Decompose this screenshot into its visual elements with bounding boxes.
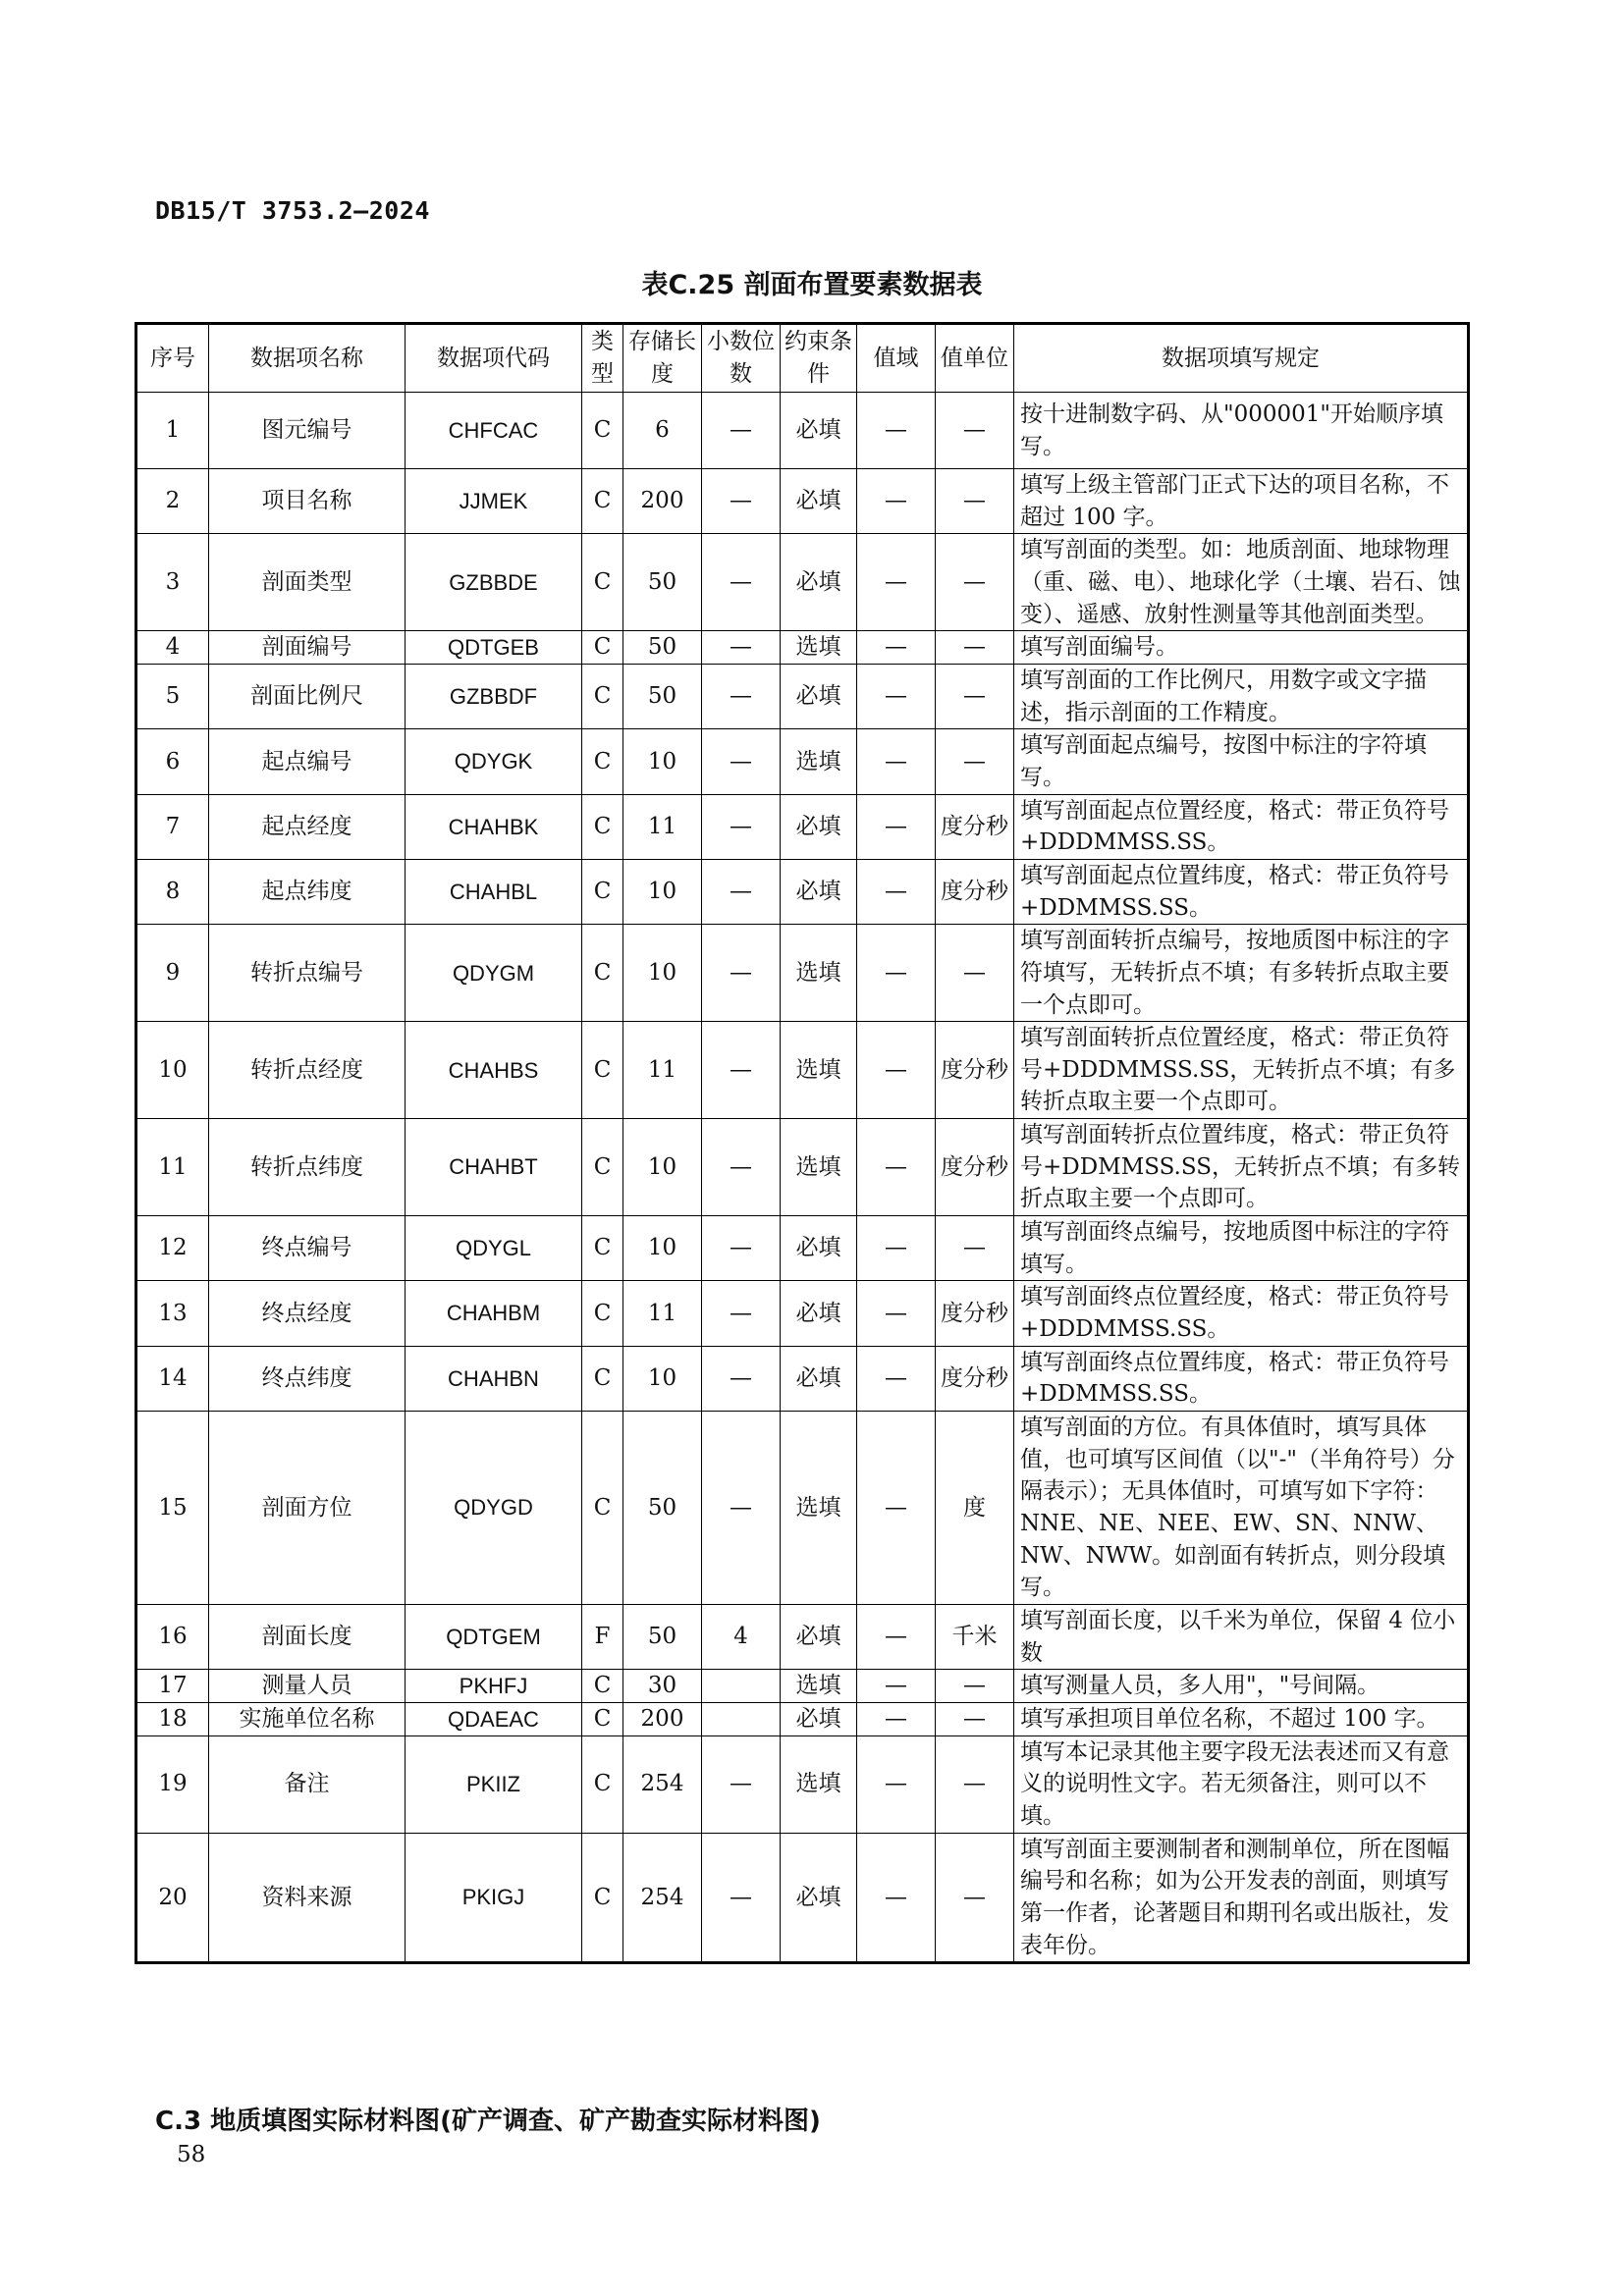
row-number: 20 bbox=[136, 1833, 209, 1963]
item-type: C bbox=[582, 664, 623, 728]
value-unit: — bbox=[936, 469, 1014, 534]
column-header: 小数位数 bbox=[702, 324, 781, 393]
fill-rule: 填写剖面编号。 bbox=[1014, 631, 1469, 665]
value-unit: — bbox=[936, 1216, 1014, 1281]
table-row bbox=[136, 534, 1469, 631]
row-number: 18 bbox=[136, 1702, 209, 1735]
column-header: 值域 bbox=[857, 324, 936, 393]
constraint: 必填 bbox=[781, 859, 857, 924]
item-name: 剖面方位 bbox=[209, 1412, 406, 1605]
column-header: 数据项填写规定 bbox=[1014, 324, 1469, 393]
item-type: C bbox=[582, 1281, 623, 1346]
row-number: 14 bbox=[136, 1346, 209, 1411]
item-code: QDYGK bbox=[406, 729, 582, 794]
item-type: C bbox=[582, 1702, 623, 1735]
value-domain: — bbox=[857, 1735, 936, 1833]
value-domain: — bbox=[857, 469, 936, 534]
storage-length: 10 bbox=[623, 729, 702, 794]
table-caption: 表C.25 剖面布置要素数据表 bbox=[641, 270, 983, 300]
decimal-places: — bbox=[702, 534, 781, 631]
storage-length: 11 bbox=[623, 1022, 702, 1119]
value-unit: 千米 bbox=[936, 1604, 1014, 1669]
value-unit: — bbox=[936, 631, 1014, 665]
item-type: C bbox=[582, 631, 623, 665]
value-unit: 度 bbox=[936, 1412, 1014, 1605]
constraint: 选填 bbox=[781, 925, 857, 1022]
row-number: 15 bbox=[136, 1412, 209, 1605]
column-header: 存储长度 bbox=[623, 324, 702, 393]
storage-length: 254 bbox=[623, 1833, 702, 1963]
fill-rule: 填写剖面起点编号，按图中标注的字符填写。 bbox=[1014, 729, 1469, 794]
value-unit: — bbox=[936, 1702, 1014, 1735]
value-domain: — bbox=[857, 393, 936, 469]
storage-length: 6 bbox=[623, 393, 702, 469]
storage-length: 200 bbox=[623, 1702, 702, 1735]
value-unit: — bbox=[936, 534, 1014, 631]
storage-length: 254 bbox=[623, 1735, 702, 1833]
fill-rule: 按十进制数字码、从"000001"开始顺序填写。 bbox=[1014, 393, 1469, 469]
table-row bbox=[136, 1604, 1469, 1669]
item-name: 剖面编号 bbox=[209, 631, 406, 665]
value-unit: — bbox=[936, 1833, 1014, 1963]
fill-rule: 填写剖面起点位置纬度，格式：带正负符号+DDMMSS.SS。 bbox=[1014, 859, 1469, 924]
table-row bbox=[136, 1735, 1469, 1833]
value-domain: — bbox=[857, 1022, 936, 1119]
value-unit: 度分秒 bbox=[936, 1281, 1014, 1346]
storage-length: 11 bbox=[623, 794, 702, 859]
item-name: 剖面长度 bbox=[209, 1604, 406, 1669]
storage-length: 10 bbox=[623, 1119, 702, 1216]
item-name: 转折点纬度 bbox=[209, 1119, 406, 1216]
table-row bbox=[136, 1833, 1469, 1963]
decimal-places: — bbox=[702, 1735, 781, 1833]
item-code: CHAHBN bbox=[406, 1346, 582, 1411]
table-row bbox=[136, 631, 1469, 665]
constraint: 必填 bbox=[781, 1833, 857, 1963]
item-name: 转折点编号 bbox=[209, 925, 406, 1022]
storage-length: 50 bbox=[623, 1412, 702, 1605]
value-domain: — bbox=[857, 859, 936, 924]
fill-rule: 填写剖面转折点位置经度，格式：带正负符号+DDDMMSS.SS，无转折点不填；有多转折点取主要一个点即可。 bbox=[1014, 1022, 1469, 1119]
decimal-places: — bbox=[702, 859, 781, 924]
table-body bbox=[136, 393, 1469, 1963]
item-name: 项目名称 bbox=[209, 469, 406, 534]
fill-rule: 填写剖面转折点编号，按地质图中标注的字符填写，无转折点不填；有多转折点取主要一个点即可。 bbox=[1014, 925, 1469, 1022]
value-domain: — bbox=[857, 1119, 936, 1216]
value-domain: — bbox=[857, 925, 936, 1022]
item-type: C bbox=[582, 1022, 623, 1119]
section-heading: C.3 地质填图实际材料图(矿产调查、矿产勘查实际材料图) bbox=[155, 2107, 821, 2136]
item-type: C bbox=[582, 1735, 623, 1833]
storage-length: 50 bbox=[623, 631, 702, 665]
constraint: 必填 bbox=[781, 794, 857, 859]
item-name: 终点纬度 bbox=[209, 1346, 406, 1411]
column-header: 类型 bbox=[582, 324, 623, 393]
decimal-places bbox=[702, 1670, 781, 1703]
value-domain: — bbox=[857, 1412, 936, 1605]
table-row bbox=[136, 1216, 1469, 1281]
decimal-places: — bbox=[702, 1346, 781, 1411]
fill-rule: 填写剖面的类型。如：地质剖面、地球物理（重、磁、电）、地球化学（土壤、岩石、蚀变）、遥感、放射性测量等其他剖面类型。 bbox=[1014, 534, 1469, 631]
table-row bbox=[136, 1281, 1469, 1346]
value-unit: — bbox=[936, 1670, 1014, 1703]
row-number: 5 bbox=[136, 664, 209, 728]
storage-length: 50 bbox=[623, 534, 702, 631]
decimal-places: — bbox=[702, 1216, 781, 1281]
table-row bbox=[136, 794, 1469, 859]
value-domain: — bbox=[857, 1702, 936, 1735]
decimal-places: — bbox=[702, 729, 781, 794]
value-domain: — bbox=[857, 1346, 936, 1411]
fill-rule: 填写承担项目单位名称，不超过 100 字。 bbox=[1014, 1702, 1469, 1735]
item-name: 资料来源 bbox=[209, 1833, 406, 1963]
column-header: 序号 bbox=[136, 324, 209, 393]
table-row bbox=[136, 729, 1469, 794]
item-code: PKHFJ bbox=[406, 1670, 582, 1703]
item-name: 剖面类型 bbox=[209, 534, 406, 631]
decimal-places: — bbox=[702, 631, 781, 665]
item-code: CHAHBK bbox=[406, 794, 582, 859]
item-type: C bbox=[582, 1412, 623, 1605]
storage-length: 50 bbox=[623, 664, 702, 728]
table-row bbox=[136, 664, 1469, 728]
item-type: F bbox=[582, 1604, 623, 1669]
table-row bbox=[136, 1670, 1469, 1703]
column-header: 值单位 bbox=[936, 324, 1014, 393]
row-number: 6 bbox=[136, 729, 209, 794]
table-row bbox=[136, 469, 1469, 534]
value-domain: — bbox=[857, 1833, 936, 1963]
storage-length: 30 bbox=[623, 1670, 702, 1703]
table-row bbox=[136, 393, 1469, 469]
constraint: 必填 bbox=[781, 393, 857, 469]
value-domain: — bbox=[857, 664, 936, 728]
constraint: 选填 bbox=[781, 1670, 857, 1703]
value-domain: — bbox=[857, 534, 936, 631]
constraint: 选填 bbox=[781, 631, 857, 665]
constraint: 必填 bbox=[781, 1604, 857, 1669]
item-code: PKIIZ bbox=[406, 1735, 582, 1833]
decimal-places: — bbox=[702, 794, 781, 859]
item-code: GZBBDE bbox=[406, 534, 582, 631]
item-code: CHAHBM bbox=[406, 1281, 582, 1346]
item-code: QDYGL bbox=[406, 1216, 582, 1281]
item-code: CHAHBS bbox=[406, 1022, 582, 1119]
item-type: C bbox=[582, 1670, 623, 1703]
item-type: C bbox=[582, 859, 623, 924]
item-name: 测量人员 bbox=[209, 1670, 406, 1703]
row-number: 7 bbox=[136, 794, 209, 859]
constraint: 必填 bbox=[781, 1702, 857, 1735]
table-row bbox=[136, 1346, 1469, 1411]
fill-rule: 填写测量人员，多人用"，"号间隔。 bbox=[1014, 1670, 1469, 1703]
storage-length: 10 bbox=[623, 925, 702, 1022]
value-domain: — bbox=[857, 794, 936, 859]
item-type: C bbox=[582, 534, 623, 631]
constraint: 选填 bbox=[781, 1412, 857, 1605]
value-domain: — bbox=[857, 631, 936, 665]
item-name: 终点经度 bbox=[209, 1281, 406, 1346]
constraint: 必填 bbox=[781, 469, 857, 534]
item-code: CHAHBT bbox=[406, 1119, 582, 1216]
fill-rule: 填写剖面终点位置经度，格式：带正负符号+DDDMMSS.SS。 bbox=[1014, 1281, 1469, 1346]
item-name: 终点编号 bbox=[209, 1216, 406, 1281]
decimal-places bbox=[702, 1702, 781, 1735]
value-unit: 度分秒 bbox=[936, 794, 1014, 859]
row-number: 9 bbox=[136, 925, 209, 1022]
decimal-places: — bbox=[702, 1833, 781, 1963]
constraint: 选填 bbox=[781, 1119, 857, 1216]
row-number: 2 bbox=[136, 469, 209, 534]
decimal-places: — bbox=[702, 393, 781, 469]
storage-length: 10 bbox=[623, 1346, 702, 1411]
fill-rule: 填写剖面终点编号，按地质图中标注的字符填写。 bbox=[1014, 1216, 1469, 1281]
item-name: 实施单位名称 bbox=[209, 1702, 406, 1735]
item-code: GZBBDF bbox=[406, 664, 582, 728]
storage-length: 10 bbox=[623, 859, 702, 924]
value-unit: — bbox=[936, 925, 1014, 1022]
column-header: 数据项名称 bbox=[209, 324, 406, 393]
column-header: 数据项代码 bbox=[406, 324, 582, 393]
item-type: C bbox=[582, 729, 623, 794]
table-row bbox=[136, 1412, 1469, 1605]
item-type: C bbox=[582, 1346, 623, 1411]
standard-number: DB15/T 3753.2—2024 bbox=[155, 196, 430, 225]
table-row bbox=[136, 925, 1469, 1022]
fill-rule: 填写剖面的工作比例尺，用数字或文字描述，指示剖面的工作精度。 bbox=[1014, 664, 1469, 728]
item-name: 剖面比例尺 bbox=[209, 664, 406, 728]
storage-length: 50 bbox=[623, 1604, 702, 1669]
row-number: 19 bbox=[136, 1735, 209, 1833]
table-row bbox=[136, 1702, 1469, 1735]
item-code: CHAHBL bbox=[406, 859, 582, 924]
value-unit: 度分秒 bbox=[936, 1346, 1014, 1411]
row-number: 11 bbox=[136, 1119, 209, 1216]
storage-length: 200 bbox=[623, 469, 702, 534]
item-name: 起点编号 bbox=[209, 729, 406, 794]
constraint: 必填 bbox=[781, 534, 857, 631]
item-name: 备注 bbox=[209, 1735, 406, 1833]
value-unit: 度分秒 bbox=[936, 1022, 1014, 1119]
constraint: 选填 bbox=[781, 729, 857, 794]
fill-rule: 填写剖面转折点位置纬度，格式：带正负符号+DDMMSS.SS，无转折点不填；有多转折点取主要一个点即可。 bbox=[1014, 1119, 1469, 1216]
decimal-places: — bbox=[702, 1281, 781, 1346]
fill-rule: 填写剖面长度，以千米为单位，保留 4 位小数 bbox=[1014, 1604, 1469, 1669]
constraint: 选填 bbox=[781, 1735, 857, 1833]
storage-length: 11 bbox=[623, 1281, 702, 1346]
constraint: 必填 bbox=[781, 664, 857, 728]
item-code: QDYGM bbox=[406, 925, 582, 1022]
decimal-places: — bbox=[702, 1412, 781, 1605]
item-type: C bbox=[582, 794, 623, 859]
value-domain: — bbox=[857, 1670, 936, 1703]
decimal-places: — bbox=[702, 664, 781, 728]
value-domain: — bbox=[857, 1216, 936, 1281]
value-unit: — bbox=[936, 393, 1014, 469]
row-number: 10 bbox=[136, 1022, 209, 1119]
fill-rule: 填写剖面起点位置经度，格式：带正负符号+DDDMMSS.SS。 bbox=[1014, 794, 1469, 859]
item-type: C bbox=[582, 469, 623, 534]
item-code: CHFCAC bbox=[406, 393, 582, 469]
item-name: 起点纬度 bbox=[209, 859, 406, 924]
item-code: QDTGEM bbox=[406, 1604, 582, 1669]
table-row bbox=[136, 1119, 1469, 1216]
fill-rule: 填写剖面终点位置纬度，格式：带正负符号+DDMMSS.SS。 bbox=[1014, 1346, 1469, 1411]
value-unit: 度分秒 bbox=[936, 859, 1014, 924]
item-name: 图元编号 bbox=[209, 393, 406, 469]
row-number: 4 bbox=[136, 631, 209, 665]
row-number: 13 bbox=[136, 1281, 209, 1346]
item-type: C bbox=[582, 1216, 623, 1281]
value-domain: — bbox=[857, 1604, 936, 1669]
row-number: 8 bbox=[136, 859, 209, 924]
decimal-places: — bbox=[702, 469, 781, 534]
item-name: 起点经度 bbox=[209, 794, 406, 859]
row-number: 1 bbox=[136, 393, 209, 469]
page-number: 58 bbox=[177, 2142, 206, 2167]
item-type: C bbox=[582, 925, 623, 1022]
item-type: C bbox=[582, 393, 623, 469]
table-row bbox=[136, 859, 1469, 924]
row-number: 12 bbox=[136, 1216, 209, 1281]
decimal-places: — bbox=[702, 925, 781, 1022]
item-code: PKIGJ bbox=[406, 1833, 582, 1963]
item-type: C bbox=[582, 1833, 623, 1963]
column-header: 约束条件 bbox=[781, 324, 857, 393]
value-unit: — bbox=[936, 664, 1014, 728]
item-code: QDTGEB bbox=[406, 631, 582, 665]
decimal-places: — bbox=[702, 1022, 781, 1119]
item-name: 转折点经度 bbox=[209, 1022, 406, 1119]
constraint: 必填 bbox=[781, 1281, 857, 1346]
item-type: C bbox=[582, 1119, 623, 1216]
row-number: 16 bbox=[136, 1604, 209, 1669]
constraint: 选填 bbox=[781, 1022, 857, 1119]
row-number: 17 bbox=[136, 1670, 209, 1703]
value-unit: 度分秒 bbox=[936, 1119, 1014, 1216]
item-code: QDYGD bbox=[406, 1412, 582, 1605]
value-domain: — bbox=[857, 729, 936, 794]
value-unit: — bbox=[936, 1735, 1014, 1833]
decimal-places: — bbox=[702, 1119, 781, 1216]
constraint: 必填 bbox=[781, 1346, 857, 1411]
data-table bbox=[135, 322, 1470, 1964]
fill-rule: 填写剖面主要测制者和测制单位，所在图幅编号和名称；如为公开发表的剖面，则填写第一作者，论著题目和期刊名或出版社，发表年份。 bbox=[1014, 1833, 1469, 1963]
value-unit: — bbox=[936, 729, 1014, 794]
fill-rule: 填写本记录其他主要字段无法表述而又有意义的说明性文字。若无须备注，则可以不填。 bbox=[1014, 1735, 1469, 1833]
item-code: JJMEK bbox=[406, 469, 582, 534]
row-number: 3 bbox=[136, 534, 209, 631]
fill-rule: 填写上级主管部门正式下达的项目名称，不超过 100 字。 bbox=[1014, 469, 1469, 534]
item-code: QDAEAC bbox=[406, 1702, 582, 1735]
fill-rule: 填写剖面的方位。有具体值时，填写具体值，也可填写区间值（以"-"（半角符号）分隔表示）；无具体值时，可填写如下字符：NNE、NE、NEE、EW、SN、NNW、NW、NWW。如剖面有转折点，则分段填写。 bbox=[1014, 1412, 1469, 1605]
storage-length: 10 bbox=[623, 1216, 702, 1281]
table-header-row bbox=[136, 324, 1469, 393]
decimal-places: 4 bbox=[702, 1604, 781, 1669]
value-domain: — bbox=[857, 1281, 936, 1346]
table-row bbox=[136, 1022, 1469, 1119]
constraint: 必填 bbox=[781, 1216, 857, 1281]
